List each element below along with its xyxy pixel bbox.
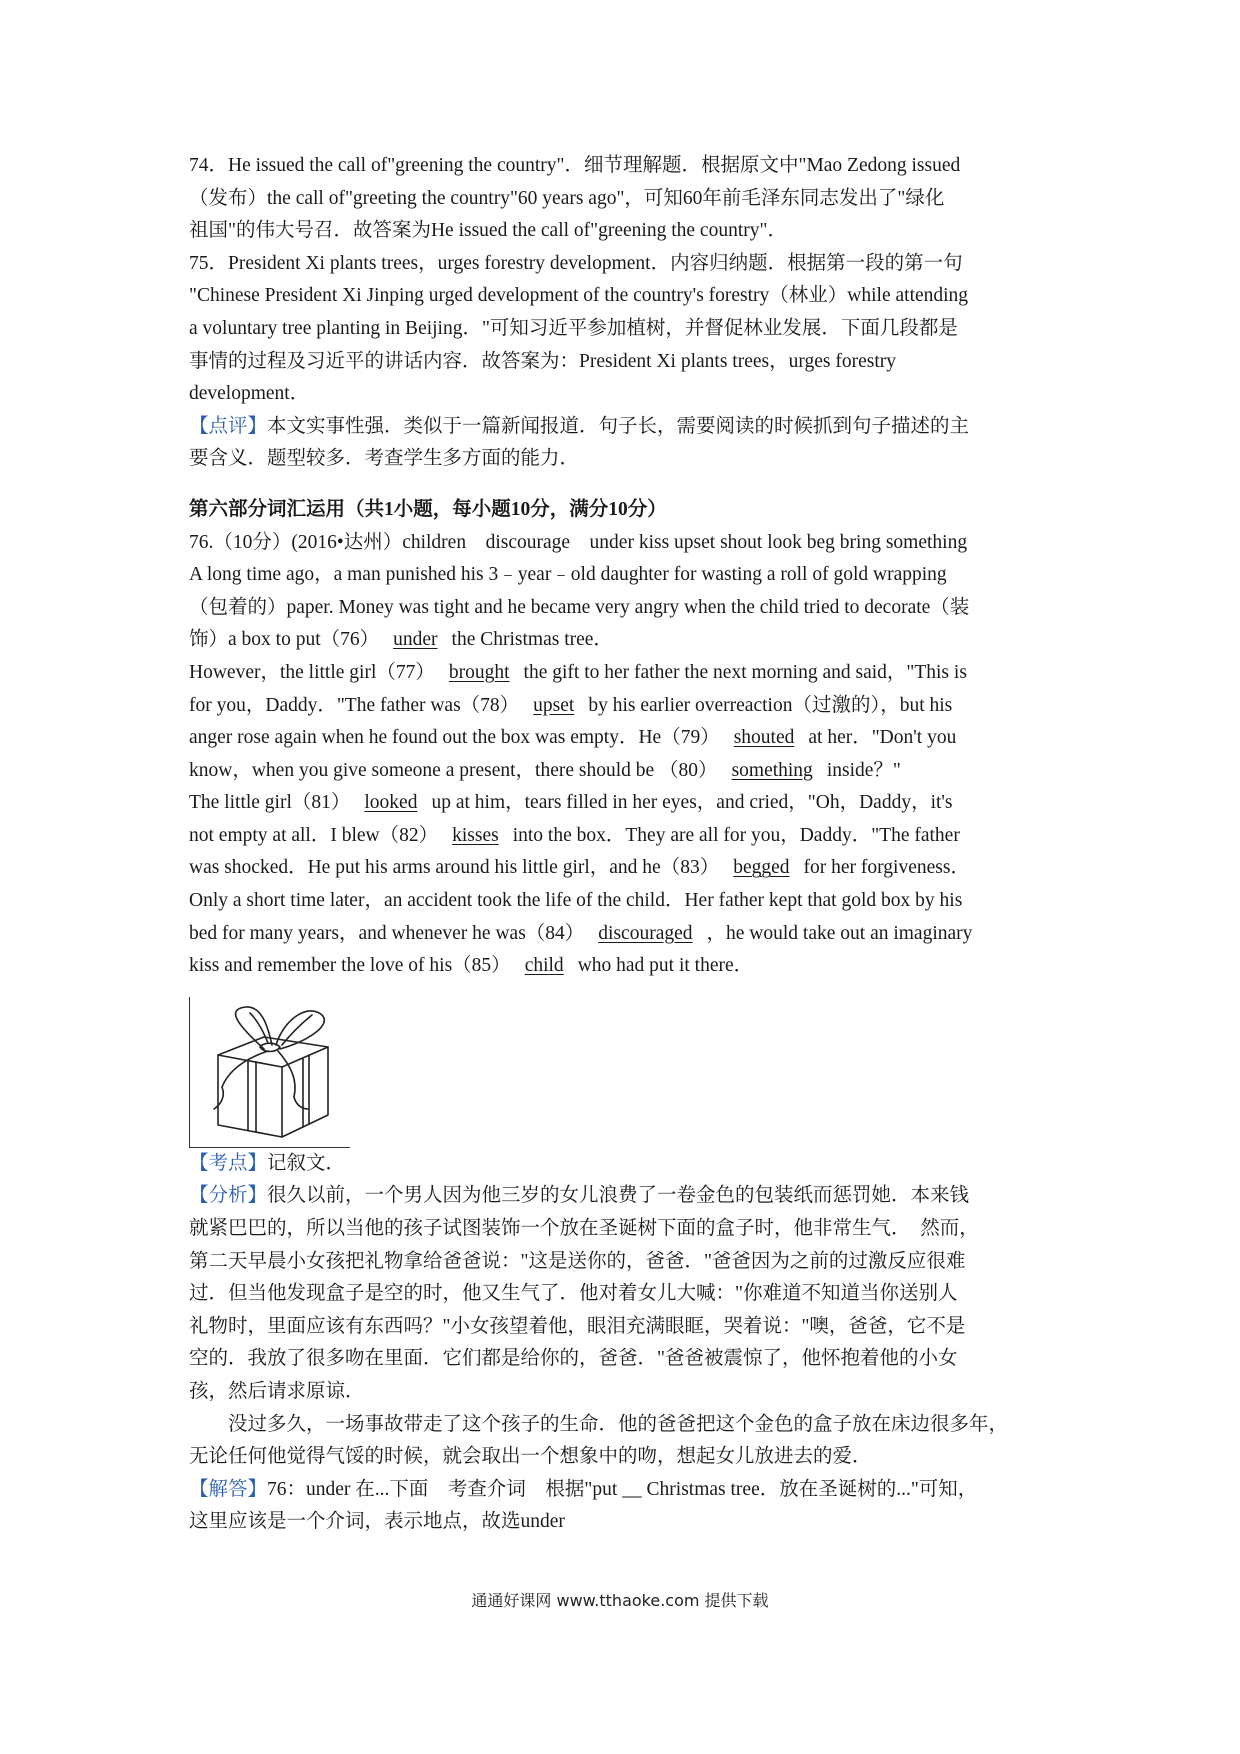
q76-passage-line-3	[189, 624, 1059, 657]
q76-passage-line-13	[189, 950, 1059, 983]
q76-header: 76.（10分）(2016•达州）children discourage under kiss upset shout look beg bring something	[189, 531, 968, 553]
q76-passage-line-12	[189, 918, 1059, 951]
kaodian-line	[189, 1148, 1059, 1181]
passage-text: not empty at all．I blew（82）	[189, 824, 439, 846]
passage-text: by his earlier overreaction（过激的），but his	[588, 694, 953, 716]
fenxi-line-3: 第二天早晨小女孩把礼物拿给爸爸说："这是送你的，爸爸．"爸爸因为之前的过激反应很难	[189, 1250, 966, 1272]
fenxi-line-4: 过．但当他发现盒子是空的时，他又生气了．他对着女儿大喊："你难道不知道当你送别人	[189, 1283, 958, 1305]
page-footer: 通通好课网 www.tthaoke.com 提供下载	[471, 1591, 769, 1610]
q76-passage-line-9	[189, 820, 1059, 853]
comment-line-1	[189, 411, 1059, 444]
q75-line-2: "Chinese President Xi Jinping urged development of the country's forestry（林业）while attending	[189, 285, 969, 307]
jieda-text-1: 76：under 在...下面 考查介词 根据"put __ Christmas tree．放在圣诞树的..."可知，	[267, 1478, 978, 1500]
fenxi-line-1	[189, 1180, 1059, 1213]
q76-passage-line-5	[189, 690, 1059, 723]
q76-passage-line-8	[189, 787, 1059, 820]
answer-blank-80: something	[731, 759, 813, 781]
gift-box-icon	[190, 997, 350, 1147]
q76-passage-line-4	[189, 657, 1059, 690]
gift-box-illustration	[189, 997, 350, 1148]
passage-text: know，when you give someone a present，there should be （80）	[189, 759, 718, 781]
passage-text: into the box．They are all for you，Daddy．"The father	[512, 824, 960, 846]
comment-text-1: 本文实事性强．类似于一篇新闻报道．句子长，需要阅读的时候抓到句子描述的主	[267, 415, 970, 437]
jieda-tag: 【解答】	[189, 1478, 268, 1500]
fenxi-line-8: 没过多久，一场事故带走了这个孩子的生命．他的爸爸把这个金色的盒子放在床边很多年，	[228, 1413, 1009, 1435]
fenxi-line-9: 无论任何他觉得气馁的时候，就会取出一个想象中的吻，想起女儿放进去的爱．	[189, 1446, 872, 1468]
jieda-line-1	[189, 1474, 1059, 1507]
q76-passage-line-1: A long time ago，a man punished his 3﹣year﹣old daughter for wasting a roll of gold wrapping	[189, 564, 947, 586]
q75-line-3: a voluntary tree planting in Beijing．"可知习近平参加植树，并督促林业发展．下面几段都是	[189, 317, 958, 339]
passage-text: who had put it there．	[577, 955, 754, 977]
passage-text: the Christmas tree．	[451, 629, 613, 651]
passage-text: kiss and remember the love of his（85）	[189, 955, 511, 977]
answer-blank-83: begged	[733, 857, 790, 879]
passage-text: ，he would take out an imaginary	[706, 922, 973, 944]
passage-text: for her forgiveness．	[803, 857, 970, 879]
passage-text: However，the little girl（77）	[189, 661, 435, 683]
answer-blank-81: looked	[364, 792, 418, 814]
fenxi-line-7: 孩，然后请求原谅．	[189, 1381, 365, 1402]
q76-passage-line-2: （包着的）paper. Money was tight and he became very angry when the child tried to decorate（装	[189, 596, 970, 618]
passage-text: was shocked．He put his arms around his little girl，and he（83）	[189, 857, 720, 879]
kaodian-text: 记叙文．	[267, 1152, 346, 1174]
answer-blank-78: upset	[533, 694, 575, 716]
q76-passage-line-10	[189, 852, 1059, 885]
fenxi-tag: 【分析】	[189, 1185, 268, 1207]
q75-line-5: development．	[189, 383, 310, 405]
document-body	[189, 150, 1059, 1539]
fenxi-line-5: 礼物时，里面应该有东西吗？"小女孩望着他，眼泪充满眼眶，哭着说："噢，爸爸，它不是	[189, 1315, 966, 1337]
answer-blank-77: brought	[448, 661, 510, 683]
passage-text: The little girl（81）	[189, 792, 351, 814]
kaodian-tag: 【考点】	[189, 1152, 268, 1174]
fenxi-line-2: 就紧巴巴的，所以当他的孩子试图装饰一个放在圣诞树下面的盒子时，他非常生气． 然而，	[189, 1218, 979, 1240]
fenxi-line-6: 空的．我放了很多吻在里面．它们都是给你的，爸爸．"爸爸被震惊了，他怀抱着他的小女	[189, 1348, 958, 1370]
q75-line-1: 75．President Xi plants trees，urges forestry development．内容归纳题．根据第一段的第一句	[189, 252, 963, 274]
q75-line-4: 事情的过程及习近平的讲话内容．故答案为：President Xi plants trees，urges forestry	[189, 350, 896, 372]
comment-line-2: 要含义．题型较多．考查学生多方面的能力．	[189, 448, 580, 470]
answer-blank-82: kisses	[452, 824, 499, 846]
q76-passage-line-6	[189, 722, 1059, 755]
section-6-title: 第六部分词汇运用（共1小题，每小题10分，满分10分）	[189, 498, 667, 520]
answer-blank-76: under	[393, 629, 438, 651]
answer-blank-85: child	[524, 955, 564, 977]
q74-line-1: 74．He issued the call of"greening the country"．细节理解题．根据原文中"Mao Zedong issued	[189, 155, 961, 176]
q74-line-3: 祖国"的伟大号召．故答案为He issued the call of"greening the country"．	[189, 220, 787, 242]
jieda-line-2: 这里应该是一个介词，表示地点，故选under	[189, 1511, 565, 1533]
answer-blank-84: discouraged	[598, 922, 693, 944]
passage-text: anger rose again when he found out the box was empty．He（79）	[189, 727, 720, 749]
passage-text: for you，Daddy．"The father was（78）	[189, 694, 520, 716]
fenxi-text-1: 很久以前，一个男人因为他三岁的女儿浪费了一卷金色的包装纸而惩罚她．本来钱	[267, 1185, 970, 1207]
passage-text: at her．"Don't you	[808, 727, 957, 749]
passage-text: the gift to her father the next morning and said，"This is	[523, 661, 967, 683]
q76-passage-line-7	[189, 755, 1059, 788]
passage-text: bed for many years，and whenever he was（84）	[189, 922, 585, 944]
passage-text: 饰）a box to put（76）	[189, 629, 380, 651]
comment-tag: 【点评】	[189, 415, 268, 437]
passage-text: up at him，tears filled in her eyes，and cried，"Oh，Daddy，it's	[431, 792, 953, 814]
passage-text: inside？"	[826, 759, 901, 781]
q76-passage-line-11: Only a short time later，an accident took the life of the child．Her father kept that gold box by his	[189, 890, 963, 912]
answer-blank-79: shouted	[733, 727, 795, 749]
q74-line-2: （发布）the call of"greeting the country"60 years ago"，可知60年前毛泽东同志发出了"绿化	[189, 187, 945, 209]
